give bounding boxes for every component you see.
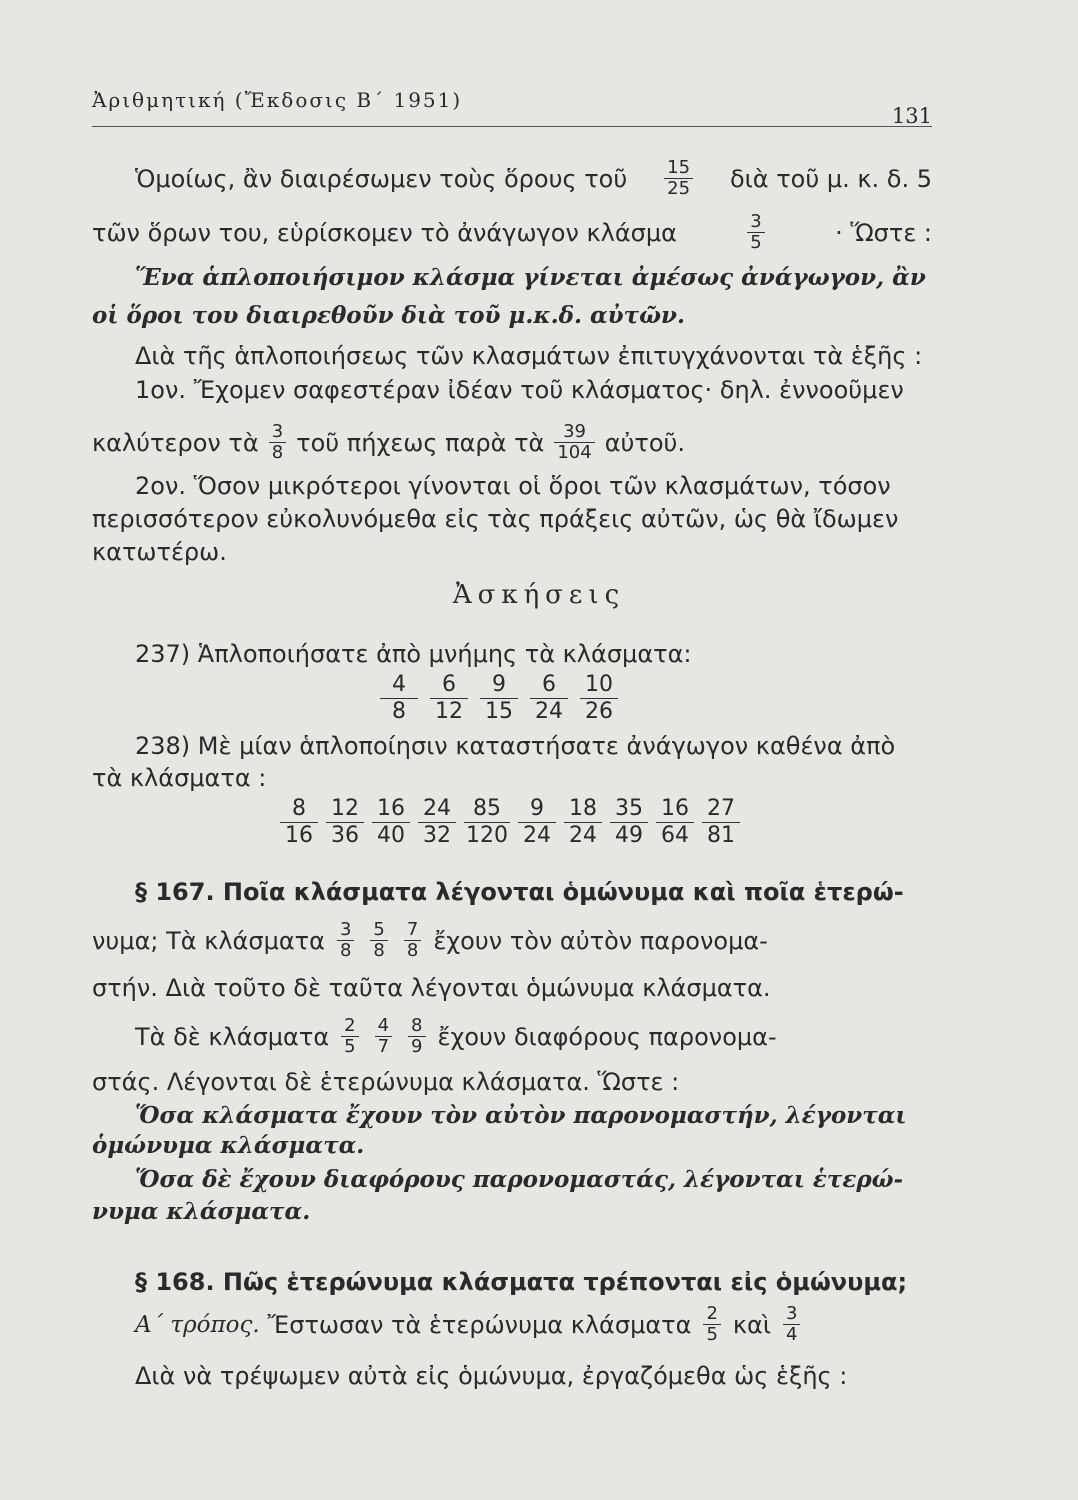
fraction: $\frac{12}{36}$ — [326, 796, 364, 849]
rule-text: Ὅσα δὲ ἔχουν διαφόρους παρονομαστάς, λέγονται ἑτερώ- — [135, 1166, 904, 1193]
text-line: στάς. Λέγονται δὲ ἑτερώνυμα κλάσματα. Ὥστε : — [92, 1068, 680, 1096]
section-167-title: § 167. Ποῖα κλάσματα λέγονται ὁμώνυμα καὶ ποῖα ἑτερώ- — [135, 878, 904, 906]
fraction: $\frac{8}{9}$ — [408, 1016, 425, 1057]
rule-text: οἱ ὅροι του διαιρεθοῦν διὰ τοῦ μ.κ.δ. αὐτῶν. — [92, 302, 685, 329]
fraction: $\frac{3}{8}$ — [337, 920, 354, 961]
exercise-237: 237) Ἁπλοποιήσατε ἀπὸ μνήμης τὰ κλάσματα: — [135, 640, 692, 668]
text-line: Τὰ δὲ κλάσματα $\frac{2}{5}$ $\frac{4}{7}$ $\frac{8}{9}$ ἔχουν διαφόρους παρονομα- — [135, 1015, 777, 1057]
fraction: $\frac{27}{81}$ — [702, 796, 740, 849]
text-line: Διὰ νὰ τρέψωμεν αὐτὰ εἰς ὁμώνυμα, ἐργαζόμεθα ὡς ἑξῆς : — [135, 1362, 848, 1390]
fraction: $\frac{2}{5}$ — [341, 1016, 358, 1057]
text-line: 1ον. Ἔχομεν σαφεστέραν ἰδέαν τοῦ κλάσματος· δηλ. ἐννοοῦμεν — [135, 376, 904, 404]
page-number: 131 — [891, 104, 932, 128]
fraction: $\frac{2}{5}$ — [703, 1304, 720, 1345]
text-line: 2ον. Ὅσον μικρότεροι γίνονται οἱ ὅροι τῶν κλασμάτων, τόσον — [135, 472, 891, 500]
text-line: καλύτερον τὰ $\frac{3}{8}$ τοῦ πήχεως παρὰ τὰ $\frac{39}{104}$ αὐτοῦ. — [92, 421, 686, 463]
page-header — [92, 86, 932, 127]
text-line: νυμα; Τὰ κλάσματα $\frac{3}{8}$ $\frac{5}{8}$ $\frac{7}{8}$ ἔχουν τὸν αὐτὸν παρονομα- — [92, 919, 768, 961]
rule-text: νυμα κλάσματα. — [92, 1198, 311, 1225]
fraction: $\frac{3}{8}$ — [269, 422, 286, 463]
fraction: $\frac{16}{64}$ — [656, 796, 694, 849]
fraction-row — [280, 796, 740, 849]
fraction: $\frac{18}{24}$ — [564, 796, 602, 849]
fraction: $\frac{6}{12}$ — [430, 672, 468, 725]
rule-text: Ἕνα ἁπλοποιήσιμον κλάσμα γίνεται ἀμέσως ἀνάγωγον, ἂν — [135, 264, 926, 291]
fraction: $\frac{4}{8}$ — [380, 672, 418, 725]
fraction: $\frac{85}{120}$ — [466, 796, 508, 848]
fraction: $\frac{35}{49}$ — [610, 796, 648, 849]
exercise-238: 238) Μὲ μίαν ἁπλοποίησιν καταστήσατε ἀνάγωγον καθένα ἀπὸ — [135, 732, 896, 760]
fraction-row — [380, 672, 618, 725]
fraction: $\frac{7}{8}$ — [404, 920, 421, 961]
fraction: $\frac{24}{32}$ — [418, 796, 456, 849]
text-line: τῶν ὅρων του, εὑρίσκομεν τὸ ἀνάγωγον κλάσμα $\frac{3}{5}$ · Ὥστε : — [92, 211, 932, 253]
fraction: $\frac{9}{24}$ — [518, 796, 556, 849]
fraction: $\frac{8}{16}$ — [280, 796, 318, 849]
text-line: περισσότερον εὐκολυνόμεθα εἰς τὰς πράξεις αὐτῶν, ὡς θὰ ἴδωμεν — [92, 505, 899, 533]
fraction: $\frac{16}{40}$ — [372, 796, 410, 849]
text-line: στήν. Διὰ τοῦτο δὲ ταῦτα λέγονται ὁμώνυμα κλάσματα. — [92, 974, 771, 1002]
fraction: $\frac{10}{26}$ — [580, 672, 618, 725]
rule-text: Ὅσα κλάσματα ἔχουν τὸν αὐτὸν παρονομαστήν, λέγονται — [135, 1102, 907, 1129]
text-line: Α΄ τρόπος. Ἔστωσαν τὰ ἑτερώνυμα κλάσματα $\frac{2}{5}$ καὶ $\frac{3}{4}$ — [135, 1304, 932, 1345]
section-168-title: § 168. Πῶς ἑτερώνυμα κλάσματα τρέπονται εἰς ὁμώνυμα; — [135, 1268, 908, 1296]
text-line: κατωτέρω. — [92, 538, 227, 566]
running-title: Ἀριθμητική (Ἔκδοσις Β΄ 1951) — [92, 88, 463, 112]
text-line: Ὁμοίως, ἂν διαιρέσωμεν τοὺς ὅρους τοῦ $\frac{15}{25}$ διὰ τοῦ μ. κ. δ. 5 — [135, 157, 932, 199]
text-line: Διὰ τῆς ἁπλοποιήσεως τῶν κλασμάτων ἐπιτυγχάνονται τὰ ἑξῆς : — [135, 342, 923, 370]
fraction: $\frac{6}{24}$ — [530, 672, 568, 725]
fraction: $\frac{15}{25}$ — [664, 158, 693, 199]
fraction: $\frac{3}{4}$ — [783, 1304, 800, 1345]
fraction: $\frac{3}{5}$ — [747, 212, 764, 253]
fraction: $\frac{4}{7}$ — [375, 1016, 392, 1057]
rule-text: ὁμώνυμα κλάσματα. — [92, 1132, 365, 1159]
fraction: $\frac{9}{15}$ — [480, 672, 518, 725]
fraction: $\frac{5}{8}$ — [370, 920, 387, 961]
exercises-heading: Ἀσκήσεις — [452, 580, 626, 610]
fraction: $\frac{39}{104}$ — [554, 422, 594, 463]
text-line: τὰ κλάσματα : — [92, 764, 267, 792]
